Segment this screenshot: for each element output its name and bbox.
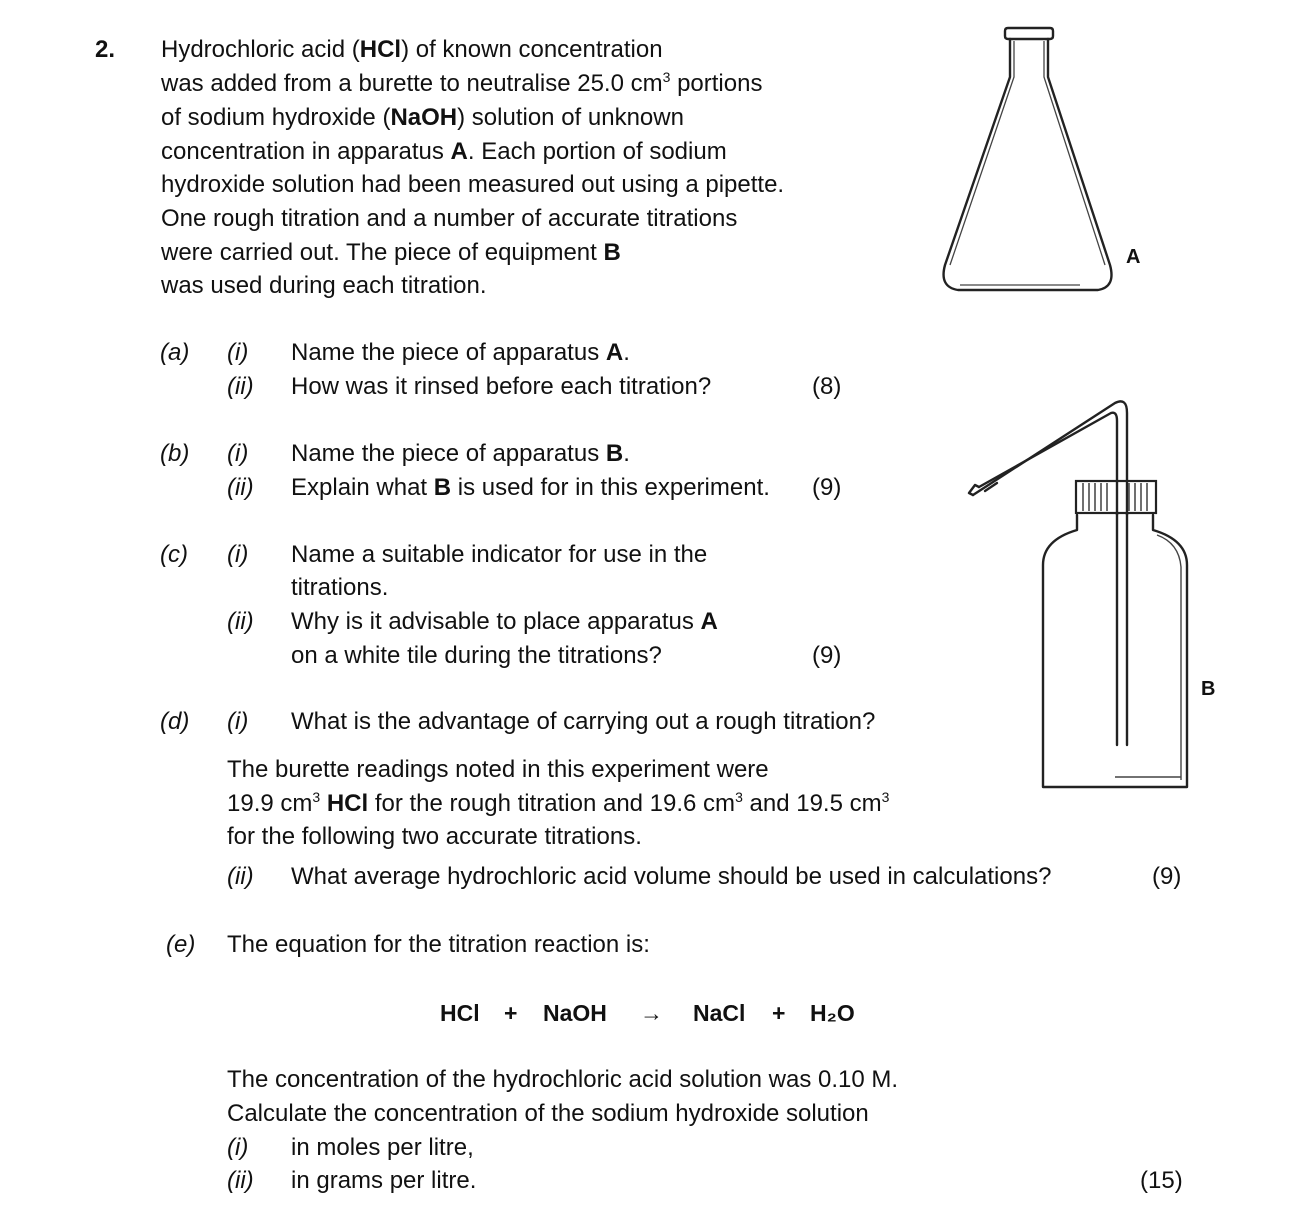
- intro-line-6: One rough titration and a number of accurate titrations: [161, 205, 738, 232]
- question-text: on a white tile during the titrations?: [291, 642, 662, 669]
- text: Why is it advisable to place apparatus: [291, 608, 701, 635]
- text: were carried out. The piece of equipment: [161, 239, 604, 266]
- plus-sign: +: [504, 1000, 518, 1026]
- superscript: 3: [881, 789, 890, 805]
- question-text: The concentration of the hydrochloric acid solution was 0.10 M.: [227, 1066, 899, 1093]
- apparatus-ref: B: [605, 440, 624, 467]
- text: portions: [670, 70, 763, 97]
- marks: (9): [812, 642, 842, 669]
- marks: (8): [812, 373, 842, 400]
- naoh-formula: NaOH: [390, 104, 458, 131]
- superscript: 3: [662, 69, 671, 85]
- marks: (9): [1152, 863, 1182, 890]
- text: concentration in apparatus: [161, 138, 451, 165]
- text: for the rough titration and 19.6 cm: [368, 790, 736, 817]
- apparatus-ref: B: [433, 474, 452, 501]
- question-text: Calculate the concentration of the sodium hydroxide solution: [227, 1100, 869, 1127]
- readings-text: The burette readings noted in this experiment were: [227, 756, 769, 783]
- hcl-formula: HCl: [359, 36, 402, 63]
- flask-label-a: A: [1126, 246, 1141, 268]
- question-text: in moles per litre,: [291, 1134, 474, 1161]
- part-label: (a): [160, 339, 190, 366]
- intro-line-8: was used during each titration.: [161, 272, 487, 299]
- part-label: (c): [160, 541, 188, 568]
- subpart-label: (i): [227, 1134, 249, 1161]
- text: was added from a burette to neutralise 25.0 cm: [161, 70, 663, 97]
- subpart-label: (ii): [227, 474, 254, 501]
- bottle-label-b: B: [1201, 678, 1216, 700]
- question-text: [291, 605, 718, 639]
- subpart-label: (i): [227, 541, 249, 568]
- part-label: (e): [166, 931, 196, 958]
- superscript: 3: [312, 789, 321, 805]
- question-text: What average hydrochloric acid volume should be used in calculations?: [291, 863, 1052, 890]
- apparatus-ref: A: [605, 339, 624, 366]
- question-text: Name a suitable indicator for use in the: [291, 541, 708, 568]
- apparatus-ref: A: [700, 608, 718, 635]
- product-nacl: NaCl: [693, 1000, 746, 1026]
- text: 19.9 cm: [227, 790, 313, 817]
- text: ) solution of unknown: [457, 104, 684, 131]
- text: . Each portion of sodium: [467, 138, 727, 165]
- text: of sodium hydroxide (: [161, 104, 391, 131]
- intro-line-3: [161, 101, 684, 135]
- question-number: 2.: [95, 36, 116, 63]
- subpart-label: (ii): [227, 608, 254, 635]
- subpart-label: (i): [227, 339, 249, 366]
- text: .: [623, 440, 630, 467]
- question-text: titrations.: [291, 574, 389, 601]
- subpart-label: (ii): [227, 863, 254, 890]
- marks: (9): [812, 474, 842, 501]
- part-label: (b): [160, 440, 190, 467]
- text: Name the piece of apparatus: [291, 339, 606, 366]
- subpart-label: (i): [227, 708, 249, 735]
- plus-sign: +: [772, 1000, 786, 1026]
- question-text: The equation for the titration reaction is:: [227, 931, 650, 958]
- text: Explain what: [291, 474, 434, 501]
- subpart-label: (i): [227, 440, 249, 467]
- reactant-naoh: NaOH: [543, 1000, 607, 1026]
- subpart-label: (ii): [227, 373, 254, 400]
- apparatus-ref: B: [603, 239, 621, 266]
- apparatus-ref: A: [450, 138, 468, 165]
- subpart-label: (ii): [227, 1167, 254, 1194]
- question-text: How was it rinsed before each titration?: [291, 373, 712, 400]
- intro-line-1: [161, 33, 663, 67]
- text: .: [623, 339, 630, 366]
- intro-line-2: [161, 67, 762, 101]
- wash-bottle-diagram: [965, 395, 1200, 800]
- intro-line-4: [161, 135, 727, 169]
- conical-flask-diagram: [930, 25, 1140, 305]
- question-text: What is the advantage of carrying out a rough titration?: [291, 708, 876, 735]
- part-label: (d): [160, 708, 190, 735]
- product-water: H₂O: [810, 1000, 855, 1026]
- intro-line-7: [161, 236, 621, 270]
- text: ) of known concentration: [401, 36, 663, 63]
- text: is used for in this experiment.: [451, 474, 770, 501]
- text: Hydrochloric acid (: [161, 36, 360, 63]
- marks: (15): [1140, 1167, 1183, 1194]
- text: Name the piece of apparatus: [291, 440, 606, 467]
- question-text: [291, 437, 630, 471]
- intro-line-5: hydroxide solution had been measured out using a pipette.: [161, 171, 785, 198]
- question-text: [291, 336, 630, 370]
- text: and 19.5 cm: [742, 790, 882, 817]
- reactant-hcl: HCl: [440, 1000, 480, 1026]
- question-text: [291, 471, 770, 505]
- superscript: 3: [735, 789, 743, 805]
- readings-text: for the following two accurate titrations.: [227, 823, 642, 850]
- hcl-formula: HCl: [320, 790, 369, 817]
- reaction-arrow: →: [640, 1000, 663, 1026]
- question-text: in grams per litre.: [291, 1167, 477, 1194]
- readings-text: [227, 787, 889, 821]
